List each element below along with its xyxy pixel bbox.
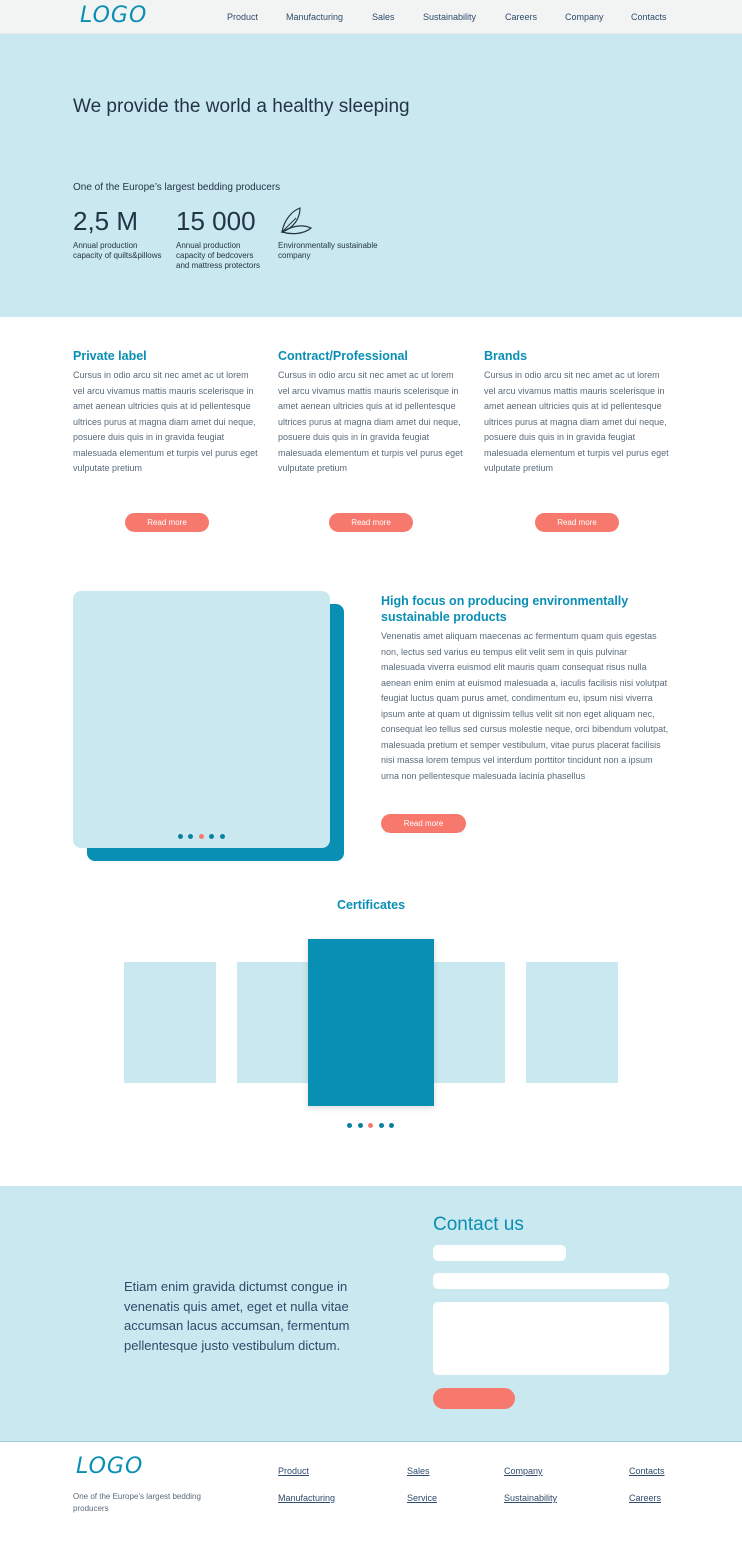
- focus-title: High focus on producing environmentally sustainable products: [381, 594, 629, 624]
- carousel-dot[interactable]: [220, 834, 225, 839]
- footer-link-manufacturing[interactable]: Manufacturing: [278, 1493, 336, 1503]
- footer-link-company[interactable]: Company: [504, 1466, 543, 1476]
- read-more-button-contract[interactable]: Read more: [329, 513, 413, 532]
- nav-item-manufacturing[interactable]: Manufacturing: [286, 12, 344, 22]
- contact-title: Contact us: [433, 1214, 524, 1235]
- hero-subtitle: One of the Europe’s largest bedding producers: [73, 182, 281, 193]
- nav-item-careers[interactable]: Careers: [505, 12, 538, 22]
- name-field[interactable]: [433, 1245, 566, 1261]
- stat-value-bedcovers: 15 000: [176, 206, 256, 236]
- carousel-dot[interactable]: [178, 834, 183, 839]
- column-title-contract: Contract/Professional: [278, 349, 408, 363]
- hero-title: We provide the world a healthy sleeping: [73, 96, 410, 117]
- stat-value-quilts: 2,5 M: [73, 206, 139, 236]
- carousel-dot[interactable]: [347, 1123, 352, 1128]
- carousel-dot[interactable]: [379, 1123, 384, 1128]
- carousel-dot[interactable]: [358, 1123, 363, 1128]
- read-more-button-brands[interactable]: Read more: [535, 513, 619, 532]
- leaf-icon: [278, 206, 314, 236]
- column-title-brands: Brands: [484, 349, 528, 363]
- column-text-contract: Cursus in odio arcu sit nec amet ac ut lorem vel arcu vivamus mattis mauris scelerisque in amet aenean ultricies quis at id pellentesque ultrices purus at magna diam amet dui neque, posuere duis quis in in gravida feugiat malesuada elementum et turpis vel purus eget vulputate pretium: [278, 370, 463, 473]
- footer-tagline: One of the Europe’s largest bedding producers: [73, 1492, 201, 1513]
- nav-item-sustainability[interactable]: Sustainability: [423, 12, 477, 22]
- footer-link-service[interactable]: Service: [407, 1493, 438, 1503]
- hero-section: [0, 34, 742, 317]
- carousel-dot[interactable]: [209, 834, 214, 839]
- certificate-card[interactable]: [526, 962, 618, 1083]
- header-logo[interactable]: LOGO: [80, 3, 148, 28]
- nav-item-product[interactable]: Product: [227, 12, 259, 22]
- carousel-dot[interactable]: [188, 834, 193, 839]
- footer-link-careers[interactable]: Careers: [629, 1493, 662, 1503]
- certificate-card[interactable]: [124, 962, 216, 1083]
- footer-link-sales[interactable]: Sales: [407, 1466, 430, 1476]
- certificate-card-featured[interactable]: [308, 939, 434, 1106]
- focus-text: Venenatis amet aliquam maecenas ac fermentum quam quis egestas non, lectus sed varius eu tempus elit velit sem in quis pulvinar malesuada viverra euismod elit mauris quam consequat risus nulla aenean enim enim at euismod malesuada a, iaculis facilisis nisi volutpat feugiat luctus quam purus amet, condimentum eu, ipsum nisi viverra ipsum ante at quam ut dignissim tellus velit sit non eget aliquam nec, consequat leo tellus sed cursus molestie neque, orci bibendum volutpat, malesuada pretium et semper vestibulum, vitae purus placerat facilisis nisi massa lorem tempus vel interdum porttitor tincidunt non a ipsum urna non pellentesque malesuada lacinia phasellus: [381, 631, 669, 781]
- stat-label-quilts: Annual production capacity of quilts&pillows: [73, 241, 162, 260]
- nav-item-sales[interactable]: Sales: [372, 12, 395, 22]
- read-more-button-private-label[interactable]: Read more: [125, 513, 209, 532]
- certificates-title: Certificates: [336, 898, 406, 912]
- footer-logo[interactable]: LOGO: [76, 1454, 144, 1479]
- nav-item-company[interactable]: Company: [565, 12, 604, 22]
- carousel-dot-active[interactable]: [199, 834, 204, 839]
- image-carousel[interactable]: [73, 591, 330, 848]
- column-text-private-label: Cursus in odio arcu sit nec amet ac ut lorem vel arcu vivamus mattis mauris scelerisque in amet aenean ultricies quis at id pellentesque ultrices purus at magna diam amet dui neque, posuere duis quis in in gravida feugiat malesuada elementum et turpis vel purus eget vulputate pretium: [73, 370, 258, 473]
- submit-button[interactable]: [433, 1388, 515, 1409]
- footer-link-product[interactable]: Product: [278, 1466, 310, 1476]
- message-field[interactable]: [433, 1302, 669, 1375]
- carousel-dot-active[interactable]: [368, 1123, 373, 1128]
- site-header: [0, 0, 742, 34]
- stat-label-bedcovers: Annual production capacity of bedcovers and mattress protectors: [176, 241, 261, 270]
- footer-link-sustainability[interactable]: Sustainability: [504, 1493, 558, 1503]
- footer-link-contacts[interactable]: Contacts: [629, 1466, 665, 1476]
- contact-text: Etiam enim gravida dictumst congue in venenatis quis amet, eget et nulla vitae accumsan lacus accumsan, fermentum pellentesque justo vestibulum dictum.: [124, 1279, 350, 1353]
- carousel-dot[interactable]: [389, 1123, 394, 1128]
- column-text-brands: Cursus in odio arcu sit nec amet ac ut lorem vel arcu vivamus mattis mauris scelerisque in amet aenean ultricies quis at id pellentesque ultrices purus at magna diam amet dui neque, posuere duis quis in in gravida feugiat malesuada elementum et turpis vel purus eget vulputate pretium: [484, 370, 669, 473]
- read-more-button-focus[interactable]: Read more: [381, 814, 466, 833]
- column-title-private-label: Private label: [73, 349, 147, 363]
- stat-label-sustainable: Environmentally sustainable company: [278, 241, 378, 260]
- nav-item-contacts[interactable]: Contacts: [631, 12, 667, 22]
- email-field[interactable]: [433, 1273, 669, 1289]
- contact-section: [0, 1186, 742, 1442]
